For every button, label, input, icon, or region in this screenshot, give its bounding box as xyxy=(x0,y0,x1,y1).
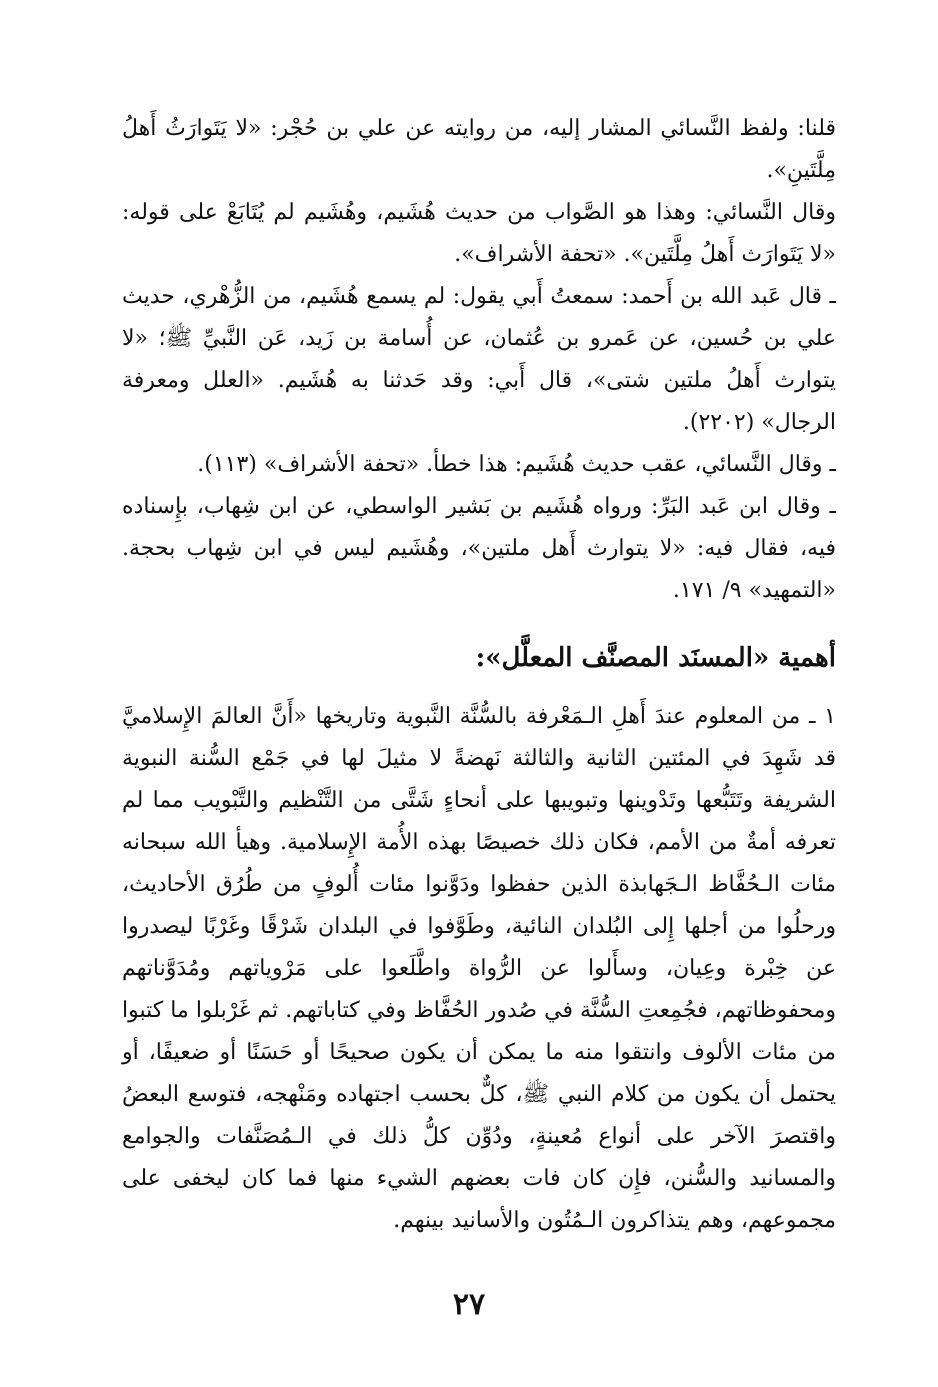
paragraph-nasai-error: ـ وقال النَّسائي، عقب حديث هُشَيم: هذا خطأ. «تحفة الأشراف» (١١٣). xyxy=(197,452,836,477)
paragraph-nasai-correct: وقال النَّسائي: وهذا هو الصَّواب من حديث هُشَيم، وهُشَيم لم يُتَابَعْ على قوله: «لا يَتَوارَث أَهلُ مِلَّتَين». «تحفة الأشراف». xyxy=(122,200,836,267)
page-number: ٢٧ xyxy=(452,1287,486,1322)
page-body xyxy=(122,108,836,1242)
paragraph-abdullah-ahmad: ـ قال عَبد الله بن أَحمد: سمعتُ أَبي يقول: لم يسمع هُشَيم، من الزُّهْري، حديث علي بن حُسين، عن عَمرو بن عُثمان، عن أُسامة بن زَيد، عَن النَّبيِّ ﷺ؛ «لا يتوارث أَهلُ ملتين شتى»، قال أَبي: وقد حَدثنا به هُشَيم. «العلل ومعرفة الرجال» (٢٢٠٢). xyxy=(122,284,836,435)
paragraph-importance-1: ١ ـ من المعلوم عندَ أَهلِ الـمَعْرفة بالسُّنَّة النَّبوية وتاريخها «أَنَّ العالمَ الإِسلاميَّ قد شَهِدَ في المئتين الثانية والثالثة نَهضةً لا مثيلَ لها في جَمْع السُّنة النبوية الشريفة وتَتَبُّعها وتَدْوينها وتبويبها على أنحاءٍ شَتَّى من التَّنْظيم والتَّبْويب مما لم تعرفه أمةٌ من الأمم، فكان ذلك خصيصًا بهذه الأُمة الإِسلامية. وهيأ الله سبحانه مئات الـحُفَّاظ الـجَهابذة الذين حفظوا ودَوَّنوا مئات أُلوفٍ من طُرُق الأحاديث، ورحلُوا من أجلها إِلى البُلدان النائية، وطَوَّفوا في البلدان شَرْقًا وغَرْبًا ليصدروا عن خِبْرة وعِيان، وسأَلوا عن الرُّواة واطَّلَعوا على مَرْوياتهم ومُدَوَّناتهم ومحفوظاتهم، فجُمِعتِ السُّنَّة في صُدور الحُفَّاظ وفي كتاباتهم. ثم غَرْبلوا ما كتبوا من مئات الألوف وانتقوا منه ما يمكن أن يكون صحيحًا أو حَسَنًا أو ضعيفًا، أو يحتمل أن يكون من كلام النبي ﷺ، كلٌّ بحسب اجتهاده ومَنْهجه، فتوسع البعضُ واقتصرَ الآخر على أنواع مُعينةٍ، ودُوِّن كلُّ ذلك في الـمُصَنَّفات والجوامع والمسانيد والسُّنن، فإِن كان فات بعضهم الشيء منها فما كان ليخفى على مجموعهم، وهم يتذاكرون الـمُتُون والأسانيد بينهم. xyxy=(122,704,836,1233)
paragraph-ibn-abd-albarr: ـ وقال ابن عَبد البَرِّ: ورواه هُشَيم بن بَشير الواسطي، عن ابن شِهاب، بإِسناده فيه، فقال فيه: «لا يتوارث أَهل ملتين»، وهُشَيم ليس في ابن شِهاب بحجة. «التمهيد» ٩/ ١٧١. xyxy=(122,494,836,603)
paragraph-nasai-wording: قلنا: ولفظ النَّسائي المشار إليه، من روايته عن علي بن حُجْر: «لا يَتَوارَثُ أَهلُ مِلَّتَينِ». xyxy=(122,116,836,183)
section-heading: أهمية «المسنَد المصنَّف المعلَّل»: xyxy=(475,643,836,673)
